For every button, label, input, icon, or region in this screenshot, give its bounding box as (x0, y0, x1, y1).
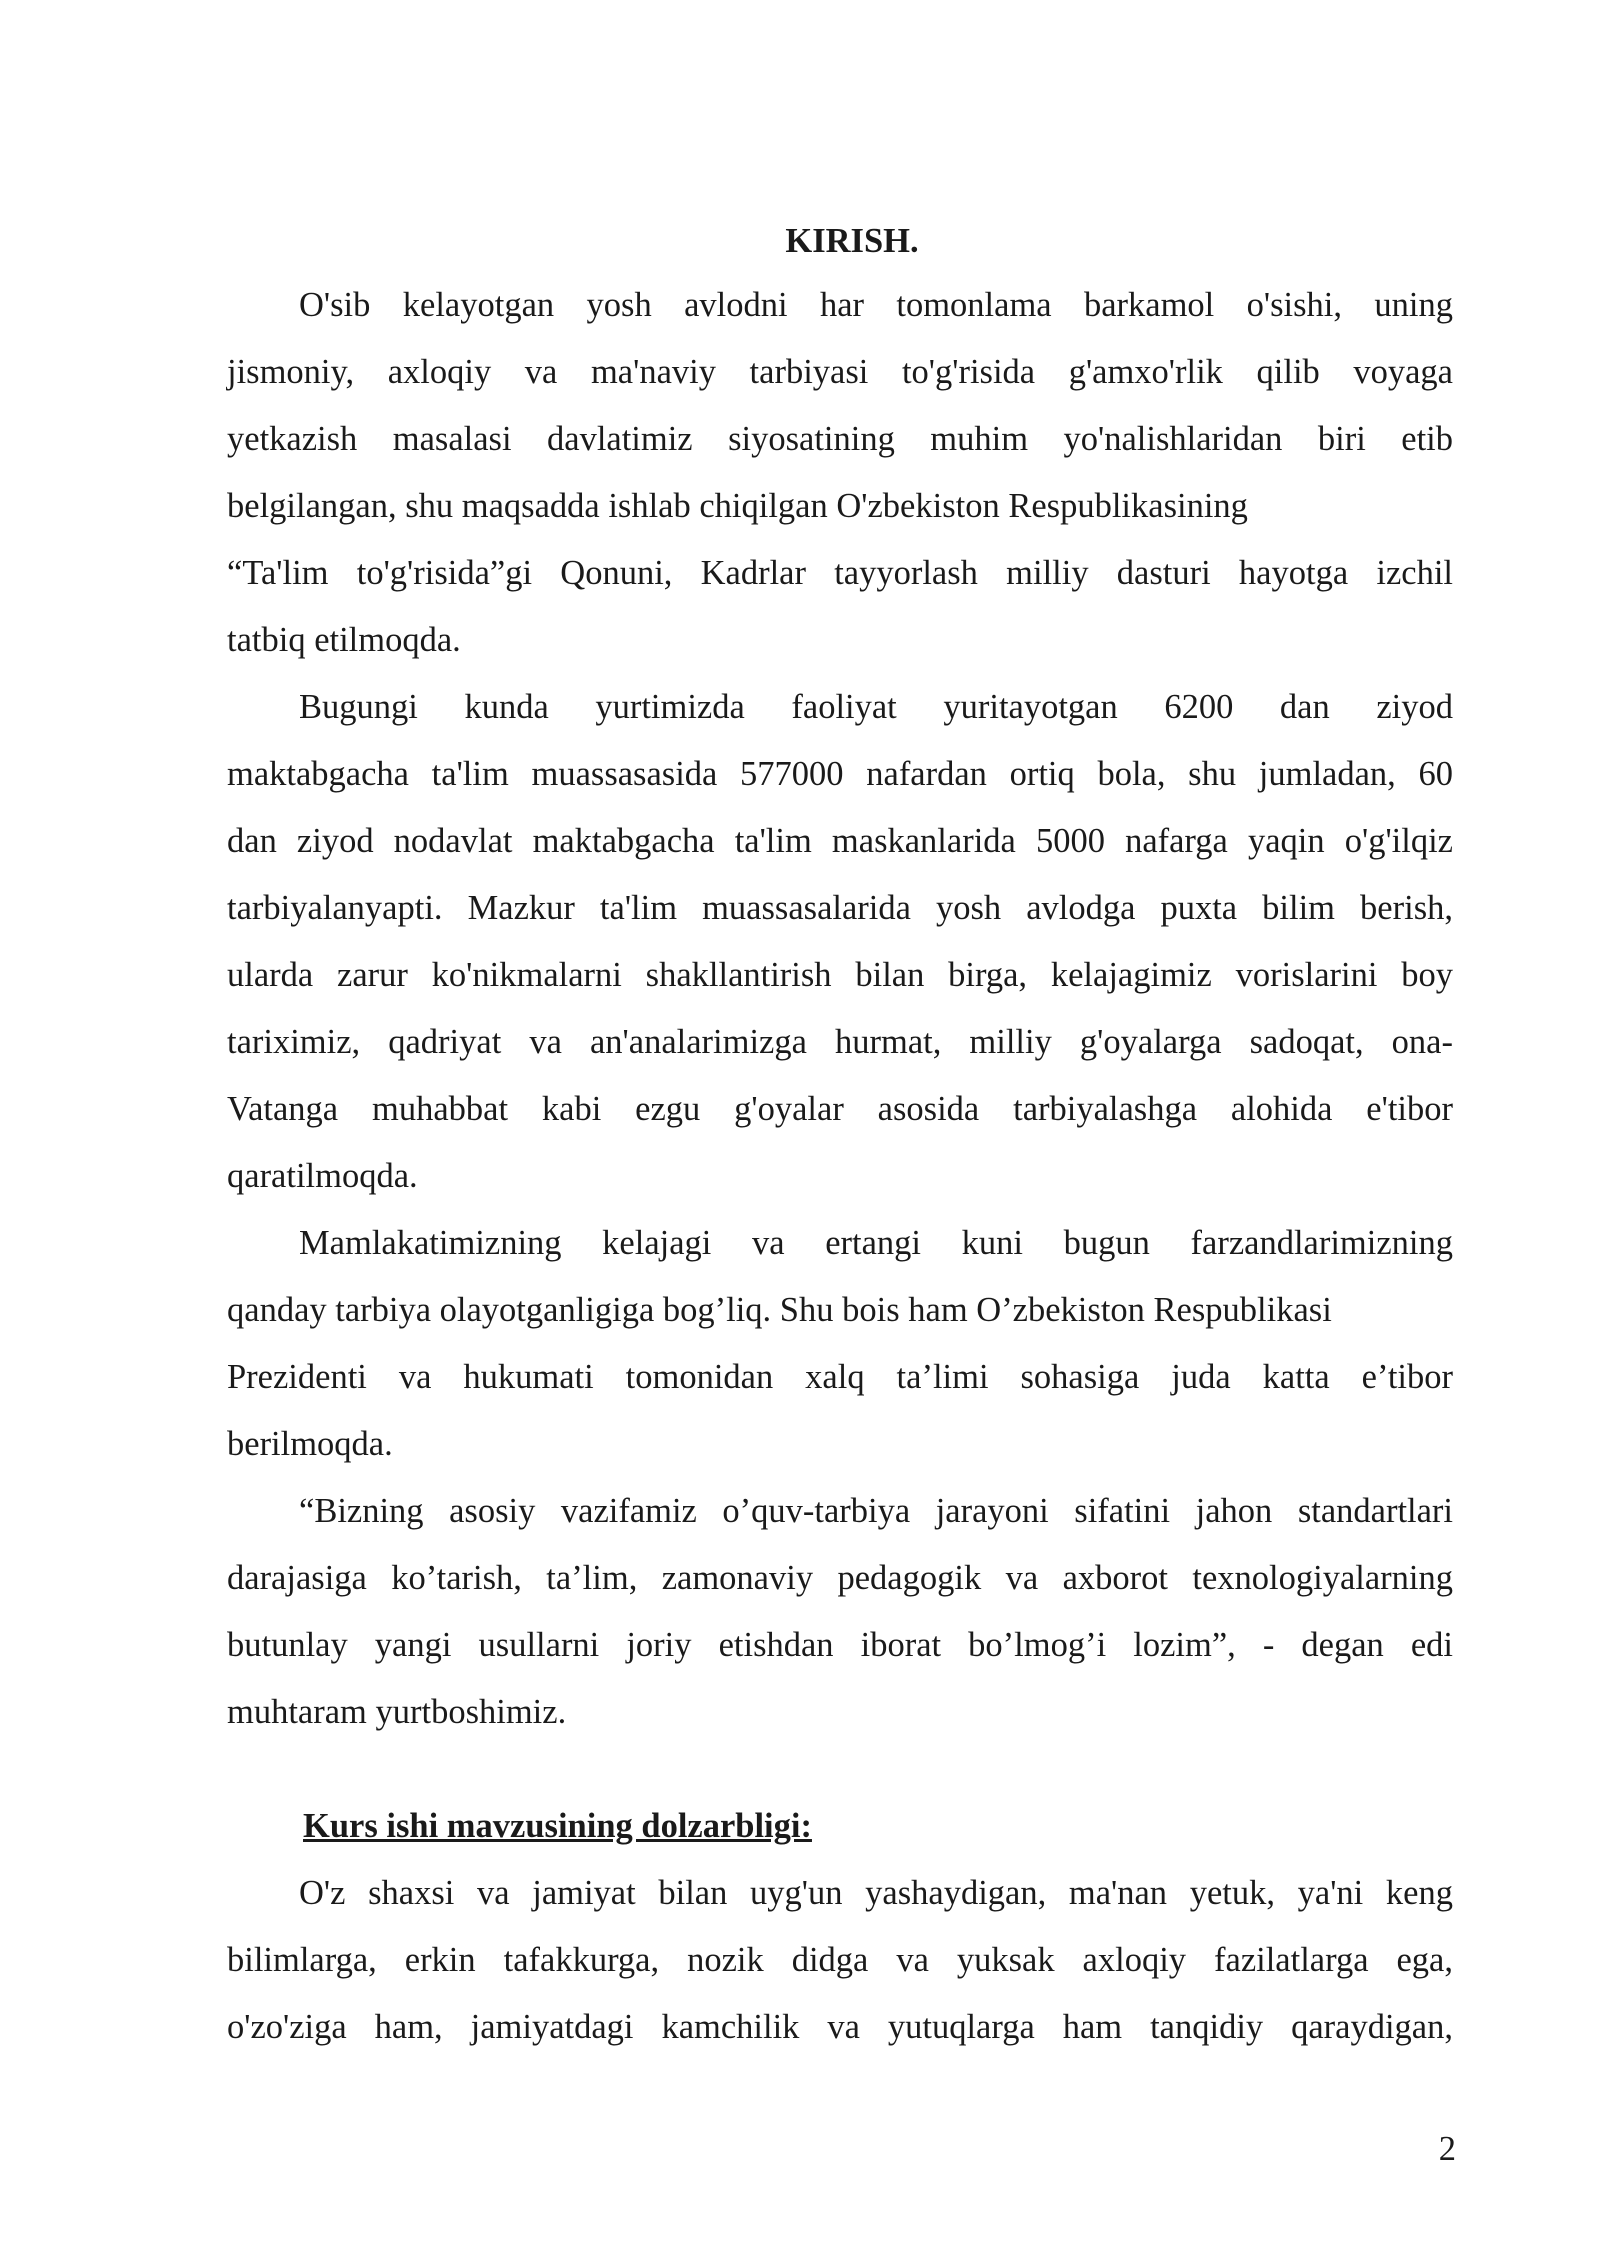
paragraph-future (227, 1210, 1453, 1478)
text-line: O'z shaxsi va jamiyat bilan uyg'un yashaydigan, ma'nan yetuk, ya'ni keng (299, 1874, 1453, 1912)
text-line: Bugungi kunda yurtimizda faoliyat yuritayotgan 6200 dan ziyod (299, 688, 1453, 726)
text-line: Vatanga muhabbat kabi ezgu g'oyalar asosida tarbiyalashga alohida e'tibor (227, 1090, 1453, 1128)
text-line: dan ziyod nodavlat maktabgacha ta'lim maskanlarida 5000 nafarga yaqin o'g'ilqiz (227, 822, 1453, 860)
text-line: “Ta'lim to'g'risida”gi Qonuni, Kadrlar tayyorlash milliy dasturi hayotga izchil (227, 554, 1453, 592)
text-line: muhtaram yurtboshimiz. (227, 1693, 567, 1731)
text-line: darajasiga ko’tarish, ta’lim, zamonaviy pedagogik va axborot texnologiyalarning (227, 1559, 1453, 1597)
text-line: qanday tarbiya olayotganligiga bog’liq. Shu bois ham O’zbekiston Respublikasi (227, 1291, 1332, 1329)
text-line: O'sib kelayotgan yosh avlodni har tomonlama barkamol o'sishi, uning (299, 286, 1453, 324)
section-heading: Kurs ishi mavzusining dolzarbligi: (303, 1807, 812, 1845)
page-number: 2 (1438, 2130, 1456, 2168)
text-line: yetkazish masalasi davlatimiz siyosatining muhim yo'nalishlaridan biri etib (227, 420, 1453, 458)
text-line: Prezidenti va hukumati tomonidan xalq ta’limi sohasiga juda katta e’tibor (227, 1358, 1453, 1396)
text-line: tariximiz, qadriyat va an'analarimizga hurmat, milliy g'oyalarga sadoqat, ona- (227, 1023, 1453, 1061)
paragraph-statistics (227, 674, 1453, 1210)
text-line: ularda zarur ko'nikmalarni shakllantirish bilan birga, kelajagimiz vorislarini boy (227, 956, 1453, 994)
text-line: tatbiq etilmoqda. (227, 621, 461, 659)
text-line: maktabgacha ta'lim muassasasida 577000 nafardan ortiq bola, shu jumladan, 60 (227, 755, 1453, 793)
document-body (227, 214, 1453, 2061)
text-line: butunlay yangi usullarni joriy etishdan iborat bo’lmog’i lozim”, - degan edi (227, 1626, 1453, 1664)
text-line: bilimlarga, erkin tafakkurga, nozik didga va yuksak axloqiy fazilatlarga ega, (227, 1941, 1453, 1979)
text-line: o'zo'ziga ham, jamiyatdagi kamchilik va yutuqlarga ham tanqidiy qaraydigan, (227, 2008, 1453, 2046)
text-line: tarbiyalanyapti. Mazkur ta'lim muassasalarida yosh avlodga puxta bilim berish, (227, 889, 1453, 927)
text-line: berilmoqda. (227, 1425, 393, 1463)
text-line: “Bizning asosiy vazifamiz o’quv-tarbiya jarayoni sifatini jahon standartlari (299, 1492, 1453, 1530)
paragraph-intro (227, 272, 1453, 674)
text-line: belgilangan, shu maqsadda ishlab chiqilgan O'zbekiston Respublikasining (227, 487, 1248, 525)
text-line: Mamlakatimizning kelajagi va ertangi kuni bugun farzandlarimizning (299, 1224, 1453, 1262)
paragraph-quote (227, 1478, 1453, 1746)
paragraph-relevance (227, 1860, 1453, 2061)
text-line: jismoniy, axloqiy va ma'naviy tarbiyasi to'g'risida g'amxo'rlik qilib voyaga (227, 353, 1453, 391)
text-line: qaratilmoqda. (227, 1157, 418, 1195)
page-title: KIRISH. (785, 222, 919, 260)
